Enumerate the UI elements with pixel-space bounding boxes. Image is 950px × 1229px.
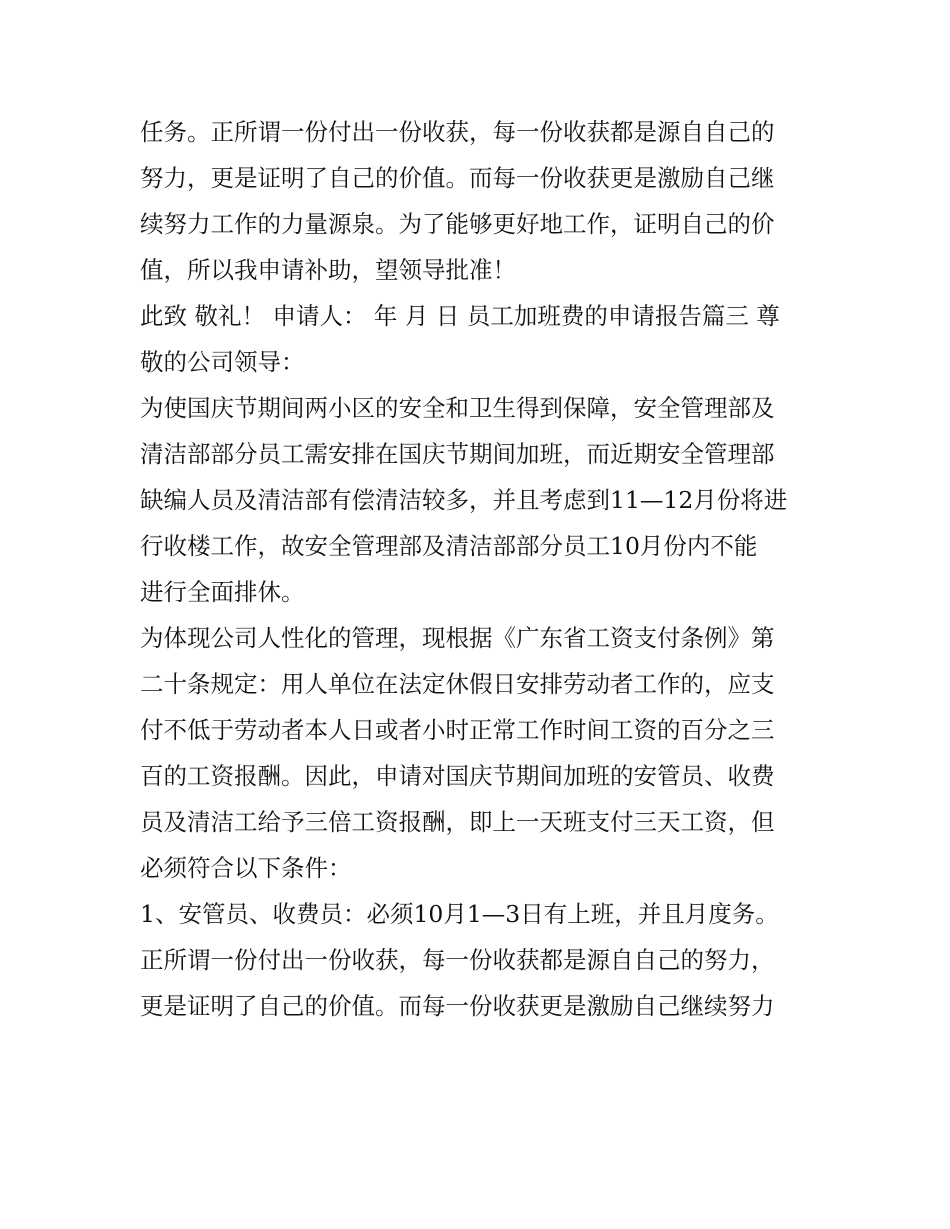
text-line: 为体现公司人性化的管理，现根据《广东省工资支付条例》第	[140, 624, 775, 652]
text-line: 员及清洁工给予三倍工资报酬，即上一天班支付三天工资，但	[140, 808, 775, 836]
text-line: 缺编人员及清洁部有偿清洁较多，并且考虑到11—12月份将进	[140, 486, 788, 514]
text-line: 进行全面排休。	[140, 578, 305, 606]
text-line: 二十条规定：用人单位在法定休假日安排劳动者工作的，应支	[140, 670, 775, 698]
text-line: 必须符合以下条件：	[140, 854, 352, 882]
paragraph-condition-1	[140, 891, 830, 1029]
text-line: 行收楼工作，故安全管理部及清洁部部分员工10月份内不能	[140, 532, 758, 560]
paragraph-regulation	[140, 615, 830, 891]
text-line: 正所谓一份付出一份收获，每一份收获都是源自自己的努力，	[140, 946, 775, 974]
text-line: 清洁部部分员工需安排在国庆节期间加班，而近期安全管理部	[140, 440, 775, 468]
paragraph-closing	[140, 293, 830, 385]
text-line: 为使国庆节期间两小区的安全和卫生得到保障，安全管理部及	[140, 394, 775, 422]
paragraph-continuation	[140, 109, 830, 293]
text-line: 付不低于劳动者本人日或者小时正常工作时间工资的百分之三	[140, 716, 775, 744]
text-line: 1、安管员、收费员：必须10月1—3日有上班，并且月度务。	[140, 900, 779, 928]
text-line: 百的工资报酬。因此，申请对国庆节期间加班的安管员、收费	[140, 762, 775, 790]
paragraph-reason	[140, 385, 830, 615]
document-body	[140, 109, 830, 1029]
text-line: 任务。正所谓一份付出一份收获，每一份收获都是源自自己的	[140, 118, 775, 146]
text-line: 此致 敬礼！ 申请人： 年 月 日 员工加班费的申请报告篇三 尊	[140, 302, 780, 330]
text-line: 努力，更是证明了自己的价值。而每一份收获更是激励自己继	[140, 164, 775, 192]
text-line: 续努力工作的力量源泉。为了能够更好地工作，证明自己的价	[140, 210, 775, 238]
text-line: 更是证明了自己的价值。而每一份收获更是激励自己继续努力	[140, 992, 775, 1020]
text-line: 敬的公司领导：	[140, 348, 305, 376]
text-line: 值，所以我申请补助，望领导批准！	[140, 256, 516, 284]
